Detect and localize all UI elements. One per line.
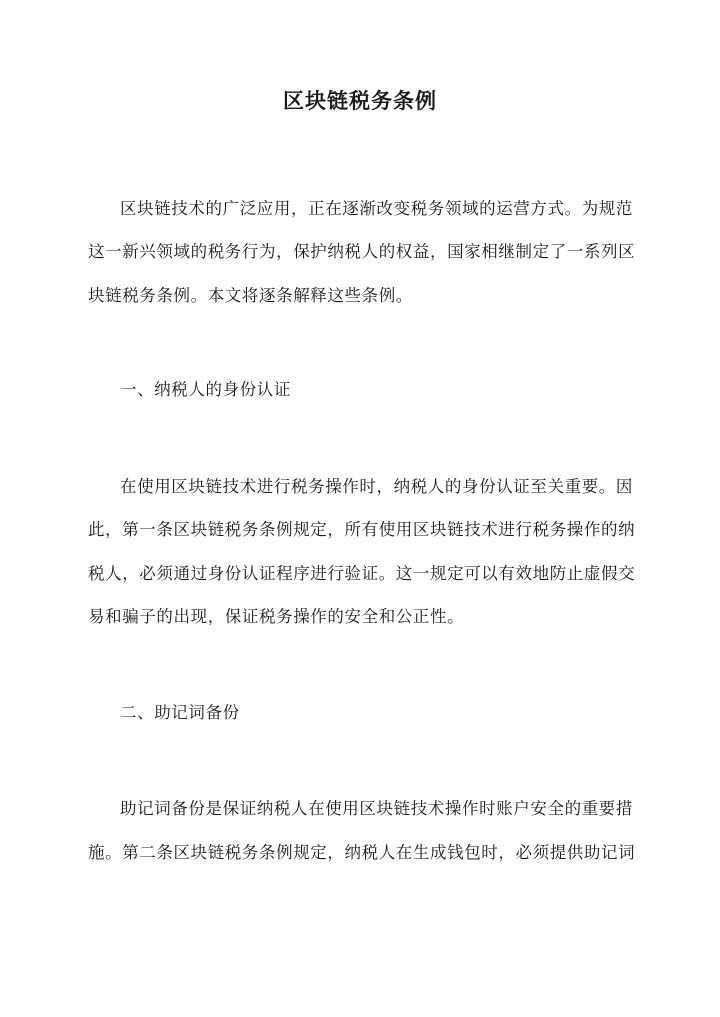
section1-line: 在使用区块链技术进行税务操作时，纳税人的身份认证至关重要。因 <box>120 477 633 496</box>
section1-line: 税人，必须通过身份认证程序进行验证。这一规定可以有效地防止虚假交 <box>88 564 636 583</box>
intro-line: 这一新兴领域的税务行为，保护纳税人的权益，国家相继制定了一系列区 <box>88 242 636 261</box>
section2-line: 施。第二条区块链税务条例规定，纳税人在生成钱包时，必须提供助记词 <box>88 843 636 862</box>
intro-line: 区块链技术的广泛应用，正在逐渐改变税务领域的运营方式。为规范 <box>120 199 633 218</box>
section2-line: 助记词备份是保证纳税人在使用区块链技术操作时账户安全的重要措 <box>120 799 633 818</box>
section-heading-identity: 一、纳税人的身份认证 <box>120 380 291 399</box>
section1-line: 此，第一条区块链税务条例规定，所有使用区块链技术进行税务操作的纳 <box>88 520 636 539</box>
document-title: 区块链税务条例 <box>283 88 437 113</box>
section1-line: 易和骗子的出现，保证税务操作的安全和公正性。 <box>88 607 465 626</box>
section-heading-mnemonic: 二、助记词备份 <box>120 703 240 722</box>
intro-line: 块链税务条例。本文将逐条解释这些条例。 <box>88 286 413 305</box>
